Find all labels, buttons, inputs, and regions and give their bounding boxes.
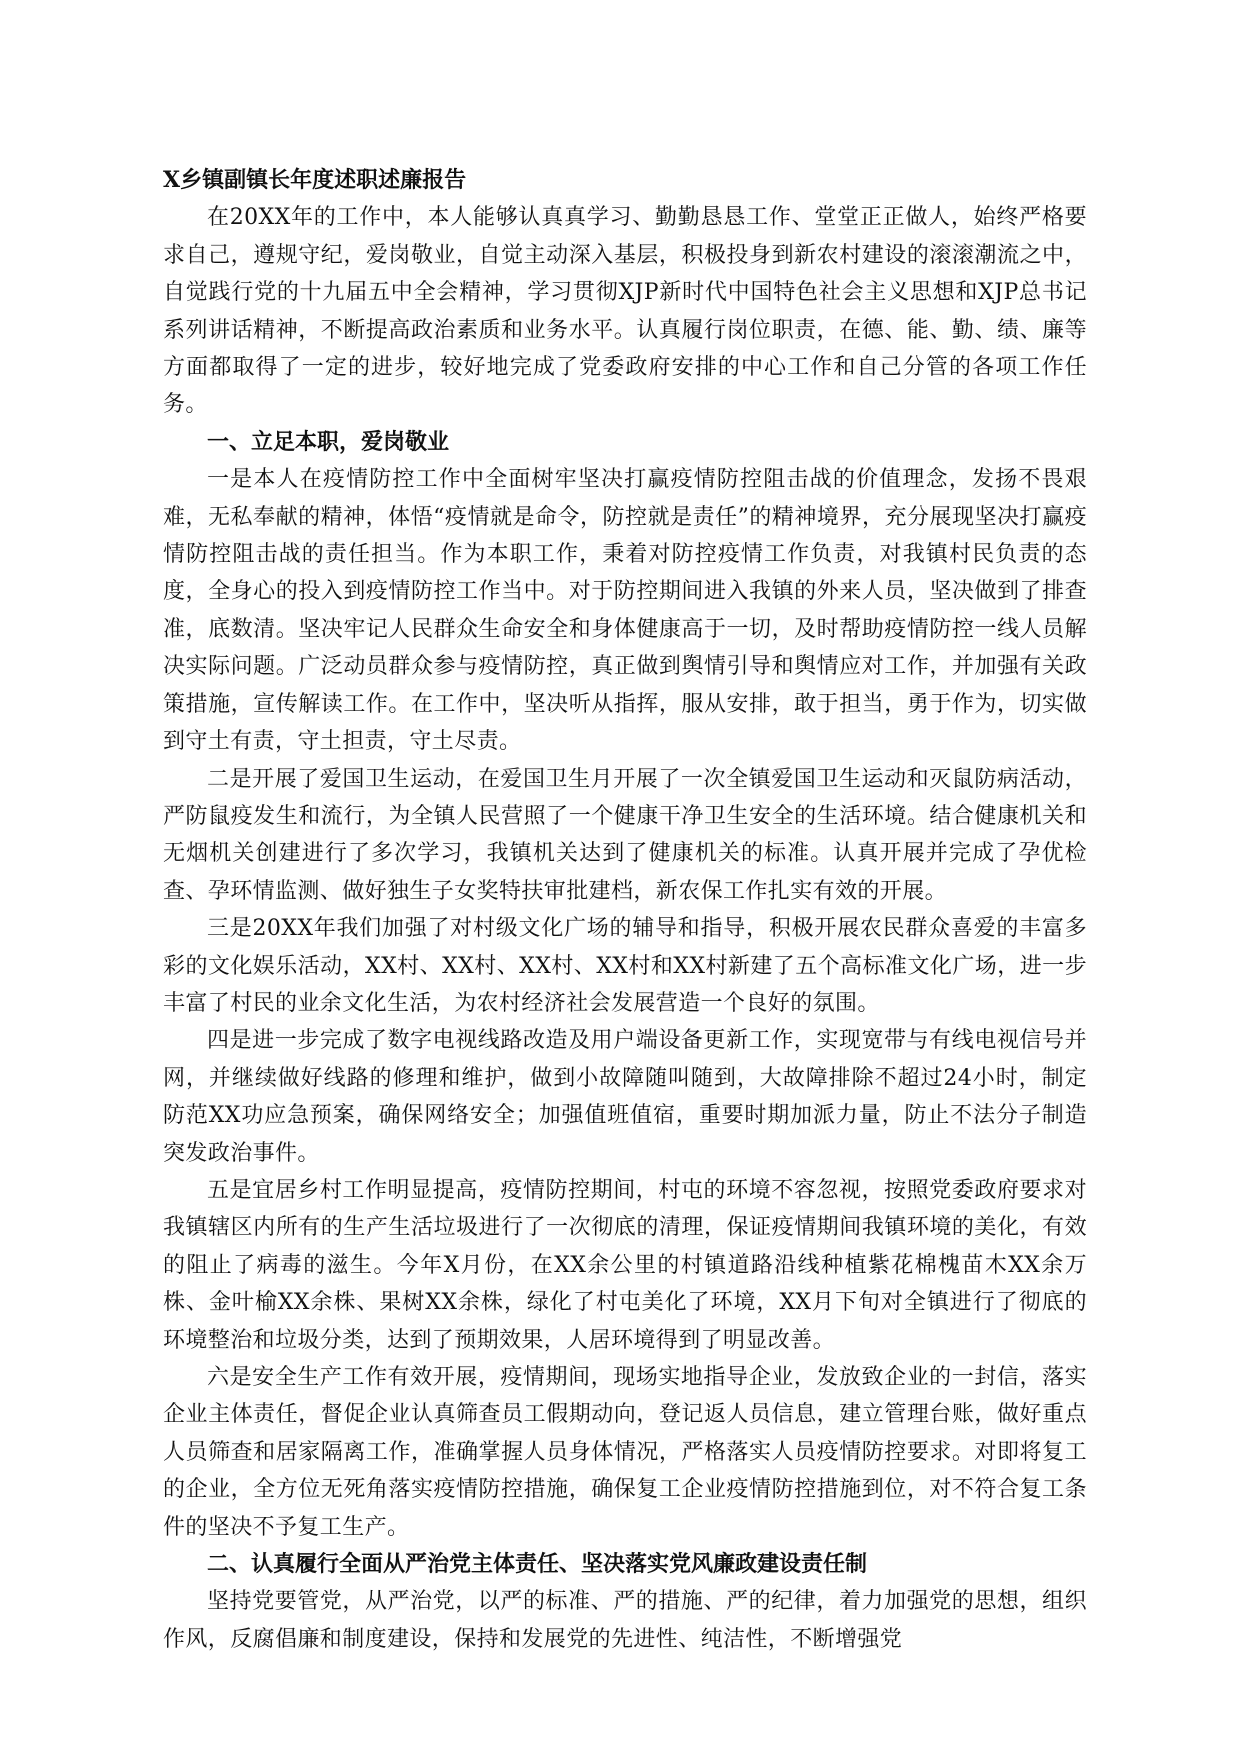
document-title: X乡镇副镇长年度述职述廉报告 [163, 167, 467, 193]
paragraph: 二是开展了爱国卫生运动，在爱国卫生月开展了一次全镇爱国卫生运动和灭鼠防病活动，严防鼠疫发生和流行，为全镇人民营照了一个健康干净卫生安全的生活环境。结合健康机关和无烟机关创建进行了多次学习，我镇机关达到了健康机关的标准。认真开展并完成了孕优检查、孕环情监测、做好独生子女奖特扶审批建档，新农保工作扎实有效的开展。 [163, 766, 1087, 904]
paragraph: 一是本人在疫情防控工作中全面树牢坚决打赢疫情防控阻击战的价值理念，发扬不畏艰难，无私奉献的精神，体悟“疫情就是命令，防控就是责任”的精神境界，充分展现坚决打赢疫情防控阻击战的责任担当。作为本职工作，秉着对防控疫情工作负责，对我镇村民负责的态度，全身心的投入到疫情防控工作当中。对于防控期间进入我镇的外来人员，坚决做到了排查准，底数清。坚决牢记人民群众生命安全和身体健康高于一切，及时帮助疫情防控一线人员解决实际问题。广泛动员群众参与疫情防控，真正做到舆情引导和舆情应对工作，并加强有关政策措施，宣传解读工作。在工作中，坚决听从指挥，服从安排，敢于担当，勇于作为，切实做到守土有责，守土担责，守土尽责。 [163, 467, 1087, 755]
paragraph: 三是20XX年我们加强了对村级文化广场的辅导和指导，积极开展农民群众喜爱的丰富多彩的文化娱乐活动，XX村、XX村、XX村、XX村和XX村新建了五个高标准文化广场，进一步丰富了村民的业余文化生活，为农村经济社会发展营造一个良好的氛围。 [163, 916, 1087, 1016]
paragraph: 四是进一步完成了数字电视线路改造及用户端设备更新工作，实现宽带与有线电视信号并网，并继续做好线路的修理和维护，做到小故障随叫随到，大故障排除不超过24小时，制定防范XX功应急预案，确保网络安全；加强值班值宿，重要时期加派力量，防止不法分子制造突发政治事件。 [163, 1028, 1087, 1166]
paragraph: 坚持党要管党，从严治党，以严的标准、严的措施、严的纪律，着力加强党的思想，组织作风，反腐倡廉和制度建设，保持和发展党的先进性、纯洁性，不断增强党 [163, 1589, 1087, 1652]
section-heading-1: 一、立足本职，爱岗敬业 [207, 428, 450, 455]
paragraph: 六是安全生产工作有效开展，疫情期间，现场实地指导企业，发放致企业的一封信，落实企业主体责任，督促企业认真筛查员工假期动向，登记返人员信息，建立管理台账，做好重点人员筛查和居家隔离工作，准确掌握人员身体情况，严格落实人员疫情防控要求。对即将复工的企业，全方位无死角落实疫情防控措施，确保复工企业疫情防控措施到位，对不符合复工条件的坚决不予复工生产。 [163, 1365, 1087, 1540]
paragraph: 五是宜居乡村工作明显提高，疫情防控期间，村屯的环境不容忽视，按照党委政府要求对我镇辖区内所有的生产生活垃圾进行了一次彻底的清理，保证疫情期间我镇环境的美化，有效的阻止了病毒的滋生。今年X月份，在XX余公里的村镇道路沿线种植紫花棉槐苗木XX余万株、金叶榆XX余株、果树XX余株，绿化了村屯美化了环境，XX月下旬对全镇进行了彻底的环境整治和垃圾分类，达到了预期效果，人居环境得到了明显改善。 [163, 1177, 1087, 1353]
section-heading-2: 二、认真履行全面从严治党主体责任、坚决落实党风廉政建设责任制 [207, 1551, 868, 1578]
document-page [163, 162, 1087, 1658]
intro-paragraph: 在20XX年的工作中，本人能够认真真学习、勤勤恳恳工作、堂堂正正做人，始终严格要求自己，遵规守纪，爱岗敬业，自觉主动深入基层，积极投身到新农村建设的滚滚潮流之中，自觉践行党的十九届五中全会精神，学习贯彻XJP新时代中国特色社会主义思想和XJP总书记系列讲话精神，不断提高政治素质和业务水平。认真履行岗位职责，在德、能、勤、绩、廉等方面都取得了一定的进步，较好地完成了党委政府安排的中心工作和自己分管的各项工作任务。 [163, 205, 1087, 418]
